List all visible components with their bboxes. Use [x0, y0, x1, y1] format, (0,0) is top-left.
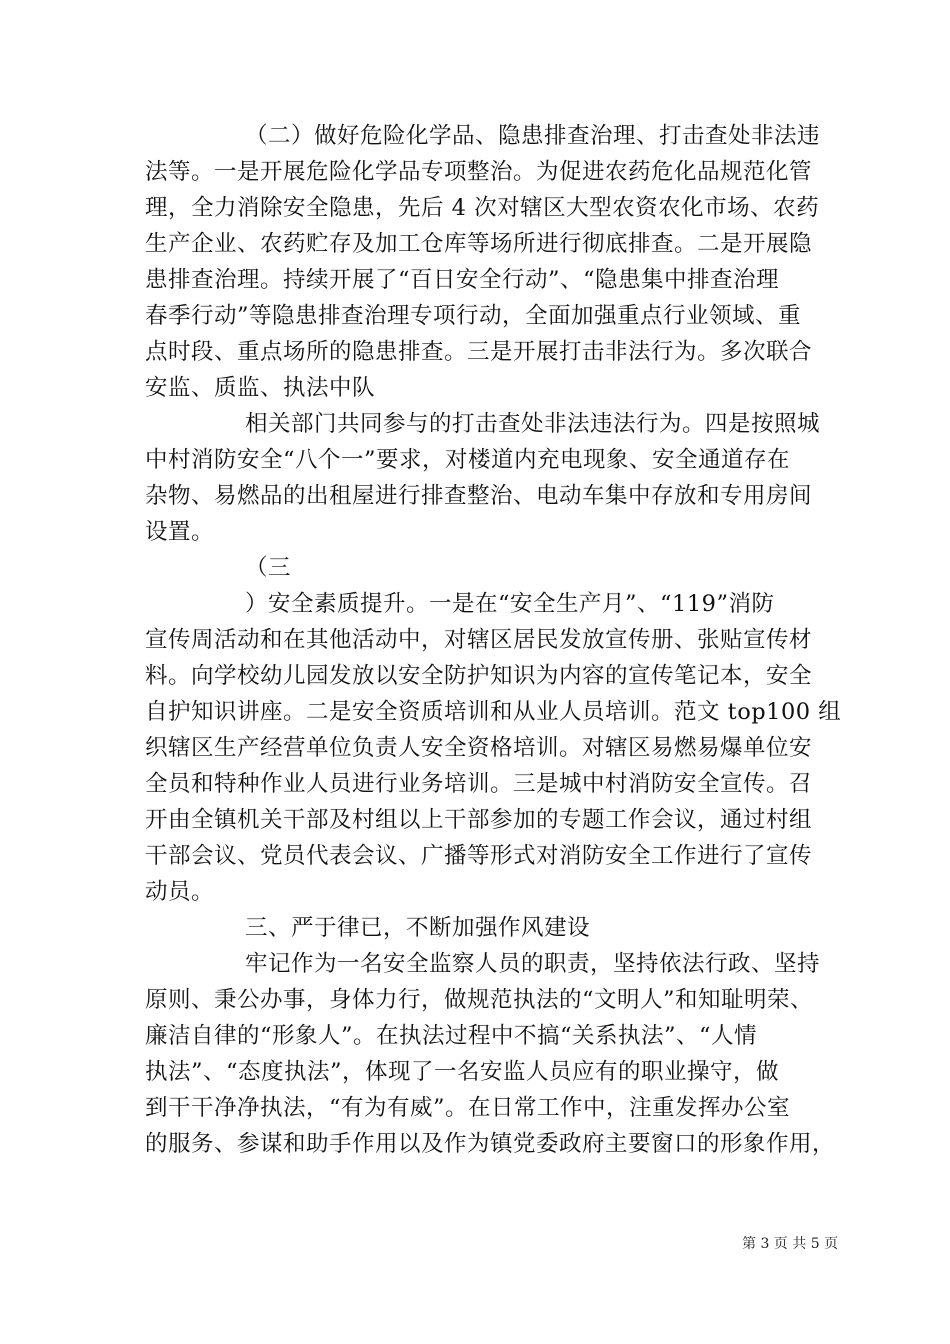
- text-line: 自护知识讲座。二是安全资质培训和从业人员培训。范文 top100 组: [145, 699, 842, 725]
- text-line: （三: [245, 555, 292, 581]
- section-heading: 三、严于律已，不断加强作风建设: [245, 915, 591, 941]
- text-line: 生产企业、农药贮存及加工仓库等场所进行彻底排查。二是开展隐: [145, 231, 813, 257]
- text-line: 廉洁自律的“形象人”。在执法过程中不搞“关系执法”、“人情: [145, 1023, 758, 1049]
- text-line: （二）做好危险化学品、隐患排查治理、打击查处非法违: [245, 123, 821, 149]
- text-line: 原则、秉公办事，身体力行，做规范执法的“文明人”和知耻明荣、: [145, 987, 814, 1013]
- text-line: 杂物、易燃品的出租屋进行排查整治、电动车集中存放和专用房间: [145, 483, 813, 509]
- text-line: 的服务、参谋和助手作用以及作为镇党委政府主要窗口的形象作用，: [145, 1131, 836, 1157]
- text-line: 执法”、“态度执法”，体现了一名安监人员应有的职业操守，做: [145, 1059, 780, 1085]
- text-line: 干部会议、党员代表会议、广播等形式对消防安全工作进行了宣传: [145, 843, 813, 869]
- text-line: 动员。: [145, 879, 215, 905]
- text-line: 患排查治理。持续开展了“百日安全行动”、“隐患集中排查治理: [145, 267, 780, 293]
- text-line: 设置。: [145, 519, 215, 545]
- text-line: 织辖区生产经营单位负责人安全资格培训。对辖区易燃易爆单位安: [145, 735, 813, 761]
- text-line: 开由全镇机关干部及村组以上干部参加的专题工作会议，通过村组: [145, 807, 813, 833]
- text-line: 点时段、重点场所的隐患排查。三是开展打击非法行为。多次联合: [145, 339, 813, 365]
- page-number: 第 3 页 共 5 页: [742, 1236, 839, 1252]
- text-line: 中村消防安全“八个一”要求，对楼道内充电现象、安全通道存在: [145, 447, 791, 473]
- text-line: 法等。一是开展危险化学品专项整治。为促进农药危化品规范化管: [145, 159, 813, 185]
- text-line: 牢记作为一名安全监察人员的职责，坚持依法行政、坚持: [245, 951, 821, 977]
- text-line: 全员和特种作业人员进行业务培训。三是城中村消防安全宣传。召: [145, 771, 813, 797]
- text-line: 料。向学校幼儿园发放以安全防护知识为内容的宣传笔记本，安全: [145, 663, 813, 689]
- text-line: 理，全力消除安全隐患，先后 4 次对辖区大型农资农化市场、农药: [145, 195, 820, 221]
- text-line: 宣传周活动和在其他活动中，对辖区居民发放宣传册、张贴宣传材: [145, 627, 813, 653]
- text-line: 相关部门共同参与的打击查处非法违法行为。四是按照城: [245, 411, 821, 437]
- text-line: 到干干净净执法，“有为有威”。在日常工作中，注重发挥办公室: [145, 1095, 791, 1121]
- text-line: 春季行动”等隐患排查治理专项行动，全面加强重点行业领域、重: [145, 303, 802, 329]
- text-line: ）安全素质提升。一是在“安全生产月”、“119”消防: [245, 591, 775, 617]
- text-line: 安监、质监、执法中队: [145, 375, 376, 401]
